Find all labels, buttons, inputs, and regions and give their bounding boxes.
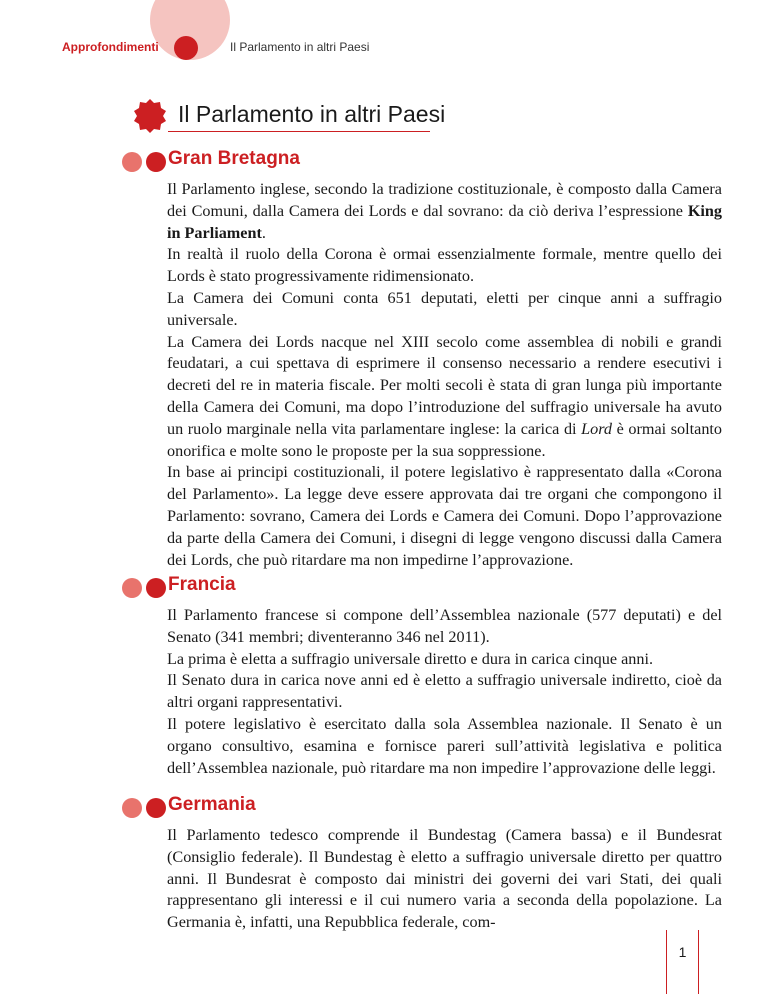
title-underline [168,131,430,132]
paragraph: Il Parlamento francese si compone dell’Assemblea nazionale (577 deputati) e del Senato (341 membri; diventeranno 346 nel 2011). [167,606,722,646]
section-bullet-icon [122,578,170,600]
title-badge-icon [132,98,168,134]
paragraph: La Camera dei Comuni conta 651 deputati, eletti per cinque anni a suffragio universale. [167,288,722,329]
section-body [167,825,722,934]
paragraph: La prima è eletta a suffragio universale diretto e dura in carica cinque anni. [167,649,654,668]
paragraph: Il Parlamento inglese, secondo la tradizione costituzionale, è composto dalla Camera dei Comuni, dalla Camera dei Lords e dal sovrano: da ciò deriva l’espressione King in Parliament. [167,180,722,242]
section-bullet-icon [122,152,170,174]
italic-term: Lord [581,419,613,438]
bold-term: King in Parliament [167,201,722,242]
section-heading: Gran Bretagna [168,148,300,169]
section-bullet-icon [122,798,170,820]
paragraph: Il Senato dura in carica nove anni ed è eletto a suffragio universale indiretto, cioè da altri organi rappresentativi. [167,671,722,712]
header-dot-icon [174,36,198,60]
paragraph: In base ai principi costituzionali, il potere legislativo è rappresentato dalla «Corona del Parlamento». La legge deve essere approvata dai tre organi che compongono il Parlamento: sovrano, Camera dei Lords e Camera dei Comuni. Dopo l’approvazione da parte della Camera dei Comuni, i disegni di legge vengono discussi dalla Camera dei Lords, che può ritardare ma non impedirne l’approvazione. [167,463,722,569]
page-number-rule-right [698,930,699,994]
page-number: 1 [678,944,687,960]
page-title: Il Parlamento in altri Paesi [178,101,446,127]
section-heading: Francia [168,574,236,595]
section-body [167,179,722,571]
paragraph: In realtà il ruolo della Corona è ormai essenzialmente formale, mentre quello dei Lords è stato progressivamente ridimensionato. [167,245,722,286]
section-body [167,605,722,779]
header-running-title: Il Parlamento in altri Paesi [230,40,370,54]
paragraph: Il potere legislativo è esercitato dalla sola Assemblea nazionale. Il Senato è un organo consultivo, esamina e fornisce pareri sull’attività legislativa e politica dell’Assemblea nazionale, può ritardare ma non impedire l’approvazione delle leggi. [167,714,722,777]
page-number-rule-left [666,930,667,994]
paragraph: La Camera dei Lords nacque nel XIII secolo come assemblea di nobili e grandi feudatari, a cui spettava di esprimere il consenso necessario a rendere esecutivi i decreti del re in materia fiscale. Per molti secoli è stata di gran lunga più importante della Camera dei Comuni, ma dopo l’introduzione del suffragio universale ha avuto un ruolo marginale nella vita parlamentare inglese: la carica di Lord è ormai soltanto onorifica e molte sono le proposte per la sua soppressione. [167,332,722,460]
header-section-label: Approfondimenti [62,40,159,54]
section-heading: Germania [168,794,256,815]
paragraph: Il Parlamento tedesco comprende il Bundestag (Camera bassa) e il Bundesrat (Consiglio federale). Il Bundestag è eletto a suffragio universale diretto per quattro anni. Il Bundesrat è composto dai ministri dei governi dei vari Stati, dei quali rappresentano gli interessi e il cui numero varia a seconda della popolazione. La Germania è, infatti, una Repubblica federale, com- [167,826,722,932]
